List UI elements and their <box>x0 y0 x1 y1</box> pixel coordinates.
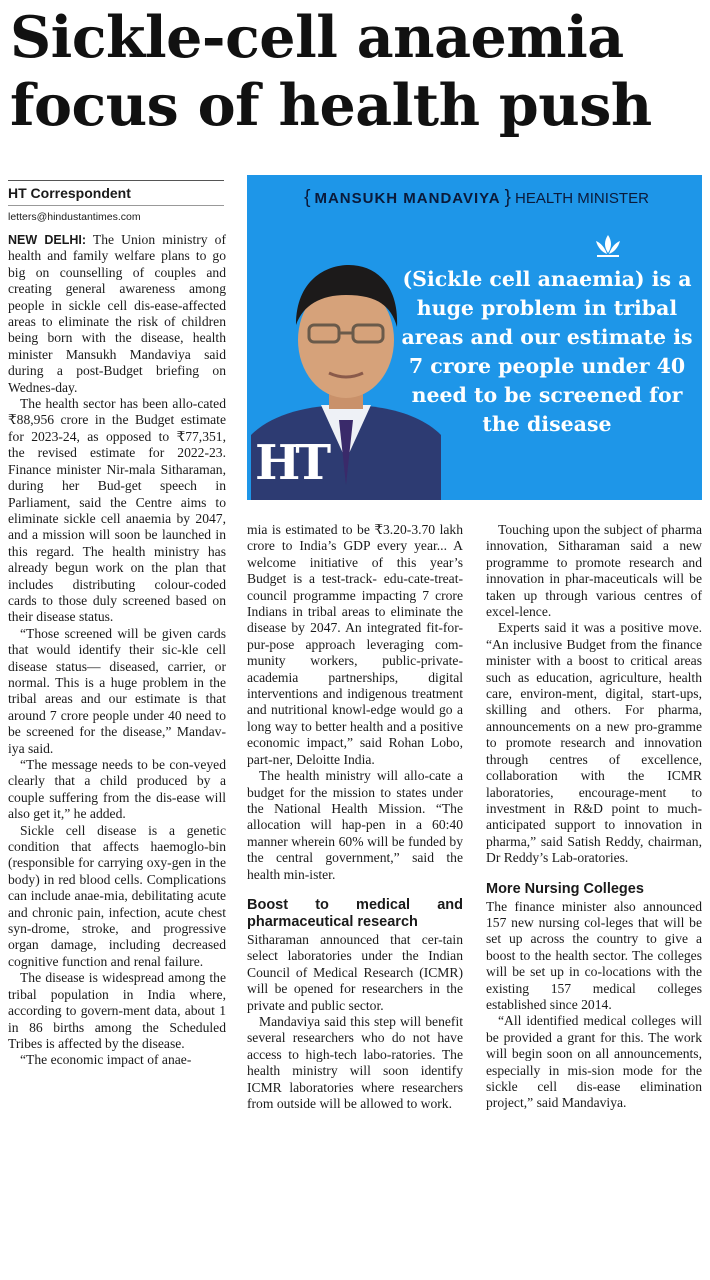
quote-speaker: MANSUKH MANDAVIYA <box>314 190 501 207</box>
article-column-3 <box>486 522 702 1112</box>
article-paragraph-start <box>8 1052 226 1068</box>
article-paragraph: Experts said it was a positive move. “An inclusive Budget from the finance minister with a boost to critical areas such as education, agriculture, health care, environ-ment, digital, start-ups, skilling and others. For pharma, announcements on a new pro-gramme to promote research and innovation through centres of excellence, collaboration with the ICMR laboratories, encourage-ment to investment in R&D point to much-anticipated support to innovation in pharma,” said Satish Reddy, chairman, Dr Reddy’s Lab-oratories. <box>486 620 702 866</box>
article-paragraph: Sickle cell disease is a genetic condition that affects haemoglo-bin (responsible for carrying oxy-gen in the body) in red blood cells. Complications can include anae-mia, debilitating acute and chronic pain, infection, acute chest syn-drome, stroke, and progressive organ damage, including decreased cognitive function and renal failure. <box>8 822 226 969</box>
byline-author: HT Correspondent <box>8 185 131 201</box>
byline-divider <box>8 205 224 206</box>
subhead-nursing: More Nursing Colleges <box>486 880 644 897</box>
byline <box>8 180 224 224</box>
article-paragraph <box>8 232 226 396</box>
ht-logo: HT <box>255 435 327 491</box>
paragraph-text: “The economic impact of anae- <box>20 1052 192 1068</box>
quote-bracket-open: { <box>304 187 311 208</box>
article-paragraph-continued: mia is estimated to be ₹3.20-3.70 lakh crore to India’s GDP every year... A welcome initiative of this year’s Budget is a test-track- edu-cate-treat-council programme impacting 7 crore Indians in tribal areas to eliminate the disease by 2047. An integrated fit-for-pur-pose approach leveraging com-munity workers, public-private-academia partnerships, digital interventions and indigenous treatment and nutritional knowl-edge would go a long way to better health and a positive economic impact,” said Rohan Lobo, part-ner, Deloitte India. <box>247 522 463 767</box>
article-column-1 <box>8 232 226 1069</box>
article-paragraph: The health sector has been allo-cated ₹88,956 crore in the Budget estimate for 2023-24, as opposed to ₹77,351, the revised estimate for 2022-23. Finance minister Nir-mala Sitharaman, during her Bud-get speech in Parliament, said the Centre aims to eliminate sickle cell anaemia by 2047, and a mission will soon be launched in this regard. The health ministry has already begun work on the plan that includes distributing colour-coded cards to those duly screened based on their disease status. <box>8 396 226 625</box>
quote-role: HEALTH MINISTER <box>515 190 649 207</box>
article-paragraph: The finance minister also announced 157 new nursing col-leges that will be set up across the country to give a boost to the health sector. The colleges will be set up in co-locations with the existing 157 medical colleges established since 2014. <box>486 898 702 1012</box>
headline-line-2: focus of health push <box>10 72 652 139</box>
article-paragraph: “Those screened will be given cards that would identify their sic-kle cell disease status— diseased, carrier, or normal. This is a huge problem in the tribal areas and our estimate is that around 7 crore people under 40 need to be screened for the disease,” Mandav-iya said. <box>8 625 226 756</box>
dateline: NEW DELHI: <box>8 233 87 247</box>
article-column-2 <box>247 522 463 1112</box>
headline-line-1: Sickle-cell anaemia <box>10 4 624 71</box>
article-paragraph: “All identified medical colleges will be provided a grant for this. The work will begin soon on all announcements, especially in mis-sion mode for the sickle cell dis-ease elimination project,” said Mandaviya. <box>486 1013 702 1111</box>
quote-text: (Sickle cell anaemia) is a huge problem in tribal areas and our estimate is 7 crore people under 40 need to be screened for the disease <box>401 267 693 436</box>
headline <box>10 4 704 140</box>
quote-header <box>247 187 702 209</box>
byline-rule <box>8 180 224 181</box>
article-paragraph: Touching upon the subject of pharma innovation, Sitharaman said a new programme to promote research and innovation in phar-maceuticals will be taken up through various centres of excel-lence. <box>486 522 702 620</box>
subhead-research: Boost to medical and pharmaceutical research <box>247 896 463 930</box>
article-paragraph: Mandaviya said this step will benefit several researchers who do not have access to high-tech labo-ratories. The health ministry will soon identify ICMR laboratories where researchers from outside will be allowed to work. <box>247 1013 463 1111</box>
paragraph-text: The Union ministry of health and family welfare plans to go big on counselling of couples and creating general awareness among people in sickle cell dis-ease-affected areas to eliminate the risk of children being born with the disease, health minister Mansukh Mandaviya said during a post-Budget briefing on Wednes-day. <box>8 232 226 395</box>
article-paragraph: “The message needs to be con-veyed clearly that a child produced by a couple suffering from the dis-ease will also get it,” he added. <box>8 757 226 822</box>
pull-quote-box <box>247 175 702 500</box>
lotus-icon <box>593 233 623 257</box>
quote-bracket-close: } <box>504 187 511 208</box>
article-paragraph: The disease is widespread among the tribal population in India where, according to govern-ment data, about 1 in 86 births among the Scheduled Tribes is affected by the disease. <box>8 970 226 1051</box>
article-paragraph: Sitharaman announced that cer-tain select laboratories under the Indian Council of Medical Research (ICMR) will be opened for researchers in the private and public sector. <box>247 931 463 1013</box>
article-paragraph: The health ministry will allo-cate a budget for the mission to states under the National Health Mission. “The allocation will hap-pen in a 60:40 manner wherein 60% will be funded by the central government,” said the health min-ister. <box>247 768 463 882</box>
byline-email[interactable]: letters@hindustantimes.com <box>8 211 141 223</box>
